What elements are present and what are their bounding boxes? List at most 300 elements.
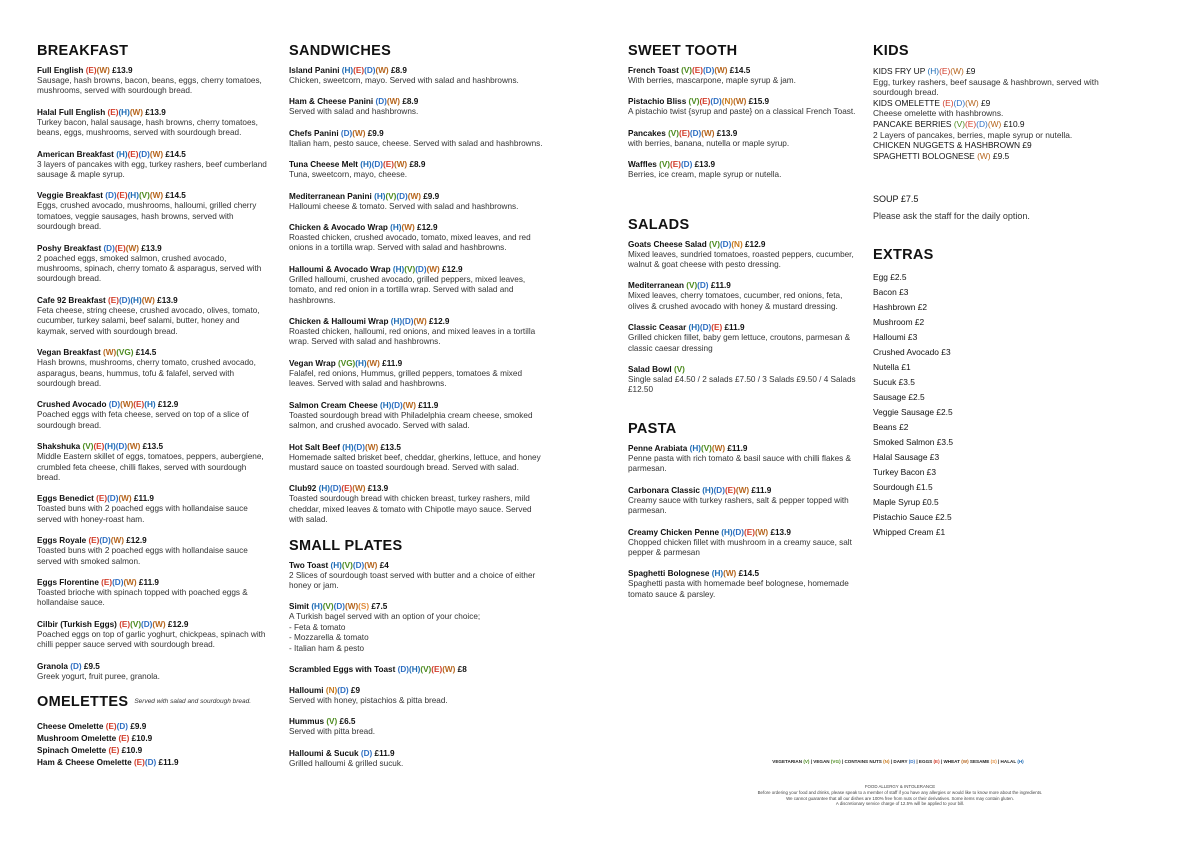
breakfast-title: BREAKFAST — [37, 43, 129, 59]
allergen-tag: (V) — [668, 128, 679, 138]
item-name-line — [289, 484, 544, 494]
allergy-title: FOOD ALLERGY & INTOLERANCE — [864, 784, 936, 789]
item-price: £13.9 — [145, 107, 166, 117]
allergen-tag: (E) — [133, 758, 145, 768]
allergen-tag: (D) — [329, 484, 342, 494]
item-name-line — [873, 98, 1123, 109]
item-price: £14.5 — [738, 569, 760, 579]
allergen-tag: (W) — [110, 536, 124, 546]
item-name: Hummus — [289, 717, 325, 727]
item-desc: Grilled chicken fillet, baby gem lettuce, croutons, parmesan & classic caesar dressing — [628, 333, 851, 353]
item-price: £13.5 — [380, 442, 401, 452]
menu-item — [289, 317, 544, 348]
item-price: £13.5 — [142, 442, 164, 452]
item-desc: Penne pasta with rich tomato & basil sauce with chilli flakes & parmesan. — [628, 453, 851, 474]
menu-item — [37, 296, 269, 337]
item-desc: Mixed leaves, sundried tomatoes, roasted peppers, cucumber, walnut & goat cheese with pesto dressing. — [628, 249, 854, 270]
item-price: £13.9 — [112, 66, 133, 75]
small-plates-section — [289, 537, 544, 770]
allergen-tag: (E) — [127, 149, 139, 159]
menu-item — [628, 97, 858, 117]
item-price: £12.9 — [428, 317, 450, 327]
allergen-tag: (W) — [701, 128, 715, 138]
item-name: Hot Salt Beef — [289, 442, 340, 452]
item-name: French Toast — [628, 66, 679, 75]
item-desc: With berries, mascarpone, maple syrup & jam. — [628, 76, 796, 85]
extra-item: Maple Syrup £0.5 — [873, 497, 939, 508]
allergen-tag: (H) — [342, 442, 354, 452]
item-price: £9.5 — [83, 661, 100, 671]
allergen-tag: (W) — [127, 442, 141, 452]
item-name: Spinach Omelette — [37, 746, 107, 756]
extras-title: EXTRAS — [873, 247, 934, 264]
item-name-line — [37, 733, 269, 745]
allergen-tag: (W) — [352, 128, 366, 138]
item-name: Carbonara Classic — [628, 485, 700, 495]
item-name-line — [289, 561, 544, 571]
allergen-tag: (D) — [141, 619, 153, 629]
item-name: Granola — [37, 661, 68, 671]
allergen-tag: (W) — [118, 494, 132, 504]
item-price: £9.9 — [130, 722, 147, 732]
legend-code: (V) — [803, 759, 810, 764]
allergen-tag: (E) — [939, 66, 951, 76]
menu-item — [873, 119, 1123, 140]
item-name-line — [289, 192, 544, 202]
allergen-tag: (D) — [138, 149, 150, 159]
allergen-tag: (E) — [942, 97, 954, 108]
allergen-tag: (W) — [733, 97, 747, 107]
item-desc: 2 Layers of pancakes, berries, maple syrup or nutella. — [873, 129, 1073, 140]
legend-code: (S) — [990, 759, 997, 764]
item-name: Halal Full English — [37, 107, 106, 117]
allergen-tag: (S) — [358, 602, 370, 612]
item-desc: with berries, banana, nutella or maple syrup. — [628, 138, 790, 148]
extra-item: Sourdough £1.5 — [873, 482, 933, 493]
item-desc: Italian ham, pesto sauce, cheese. Served with salad and hashbrowns. — [289, 138, 543, 148]
item-price: £9.9 — [423, 191, 440, 201]
menu-item — [628, 160, 858, 180]
item-desc: Sausage, hash browns, bacon, beans, eggs, cherry tomatoes, mushrooms, served with sourdough bread. — [37, 76, 262, 96]
item-price: £8.9 — [402, 97, 419, 107]
extras-section — [873, 246, 1123, 540]
menu-item — [289, 749, 544, 769]
legend-label: | CONTAINS NUTS — [840, 759, 884, 764]
item-name: SPAGHETTI BOLOGNESE — [873, 150, 975, 161]
allergen-tag: (H) — [130, 295, 142, 305]
menu-item — [628, 486, 858, 517]
column-3 — [628, 42, 858, 611]
item-name-line — [37, 244, 269, 254]
allergen-tag: (D) — [719, 239, 732, 249]
item-desc: A pistachio twist {syrup and paste} on a classical French Toast. — [628, 107, 856, 117]
item-name-line — [289, 66, 544, 76]
allergen-tag: (V) — [420, 664, 432, 674]
allergen-tag: (D) — [689, 128, 702, 138]
allergen-tag: (H) — [127, 191, 139, 201]
allergen-tag: (H) — [721, 527, 733, 537]
item-name-line — [289, 317, 544, 327]
allergen-tag: (VG) — [116, 348, 134, 358]
extra-item: Bacon £3 — [873, 287, 909, 298]
sandwiches-section — [289, 42, 544, 526]
column-2 — [289, 42, 544, 780]
allergen-tag: (D) — [371, 160, 384, 170]
allergen-tag: (D) — [375, 97, 387, 107]
column-1 — [37, 42, 269, 769]
item-name: Crushed Avocado — [37, 400, 107, 410]
allergen-tag: (E) — [119, 619, 131, 629]
item-name-line — [37, 620, 269, 630]
allergen-tag: (E) — [711, 323, 723, 333]
extras-list — [873, 270, 1123, 540]
item-name: Creamy Chicken Penne — [628, 527, 720, 537]
item-name: Eggs Benedict — [37, 494, 94, 504]
item-name-line — [628, 129, 858, 139]
item-name-line — [289, 665, 544, 675]
allergen-tag: (W) — [120, 400, 134, 410]
menu-item — [628, 281, 858, 312]
allergen-tag: (V) — [688, 97, 700, 107]
allergen-tag: (D) — [397, 664, 409, 674]
extra-item: Whipped Cream £1 — [873, 527, 946, 538]
menu-item — [289, 484, 544, 525]
allergen-tag: (W) — [402, 400, 416, 410]
item-price: £12.9 — [157, 400, 179, 410]
soup-desc: Please ask the staff for the daily option. — [873, 211, 1030, 222]
pasta-list — [628, 444, 858, 600]
breakfast-section — [37, 42, 269, 682]
item-name: Island Panini — [289, 66, 340, 75]
item-desc: Eggs, crushed avocado, mushrooms, halloumi, grilled cherry tomatoes, veggie sausages, hash browns, served with sourdough bread. — [37, 201, 257, 232]
item-name: Ham & Cheese Omelette — [37, 758, 132, 768]
extra-item: Nutella £1 — [873, 362, 911, 373]
allergen-tag: (V) — [709, 239, 720, 249]
menu-item — [37, 733, 269, 745]
item-name: Waffles — [628, 160, 657, 170]
allergen-tag: (E) — [108, 295, 119, 305]
item-price: £10.9 — [131, 734, 153, 744]
allergen-tag: (W) — [141, 295, 155, 305]
item-name-line — [873, 119, 1123, 130]
extra-item: Crushed Avocado £3 — [873, 347, 951, 358]
allergen-tag: (D) — [360, 748, 373, 758]
item-price: £8 — [457, 664, 467, 674]
allergen-tag: (D) — [391, 400, 403, 410]
extra-item: Mushroom £2 — [873, 317, 925, 328]
allergen-tag: (D) — [70, 661, 82, 671]
item-name: Club92 — [289, 484, 317, 494]
legend-label: | EGGS — [915, 759, 934, 764]
allergen-tag: (E) — [88, 536, 100, 546]
item-name-line — [628, 323, 858, 333]
allergen-tag: (H) — [318, 484, 330, 494]
item-price: £7.5 — [371, 602, 388, 612]
allergen-legend — [733, 759, 1063, 765]
item-desc: Single salad £4.50 / 2 salads £7.50 / 3 Salads £9.50 / 4 Salads £12.50 — [628, 375, 856, 395]
column-4 — [873, 42, 1123, 540]
allergen-tag: (V) — [673, 365, 685, 375]
allergen-tag: (E) — [85, 66, 97, 75]
item-name-line — [37, 494, 269, 504]
item-desc: Greek yogurt, fruit puree, granola. — [37, 671, 160, 681]
item-name: Scrambled Eggs with Toast — [289, 664, 396, 674]
allergen-tag: (E) — [107, 107, 119, 117]
allergen-tag: (V) — [686, 281, 698, 291]
allergen-tag: (E) — [699, 97, 711, 107]
item-name-line — [289, 160, 544, 170]
item-desc: Feta cheese, string cheese, crushed avocado, olives, tomato, cucumber, turkey salami, beef salami, butter, honey and kaymak, served with sourdough bread. — [37, 305, 260, 336]
allergen-tag: (H) — [392, 264, 405, 274]
allergen-tag: (E) — [744, 527, 755, 537]
allergen-tag: (E) — [101, 577, 113, 587]
allergen-tag: (W) — [125, 243, 139, 253]
kids-list — [873, 66, 1123, 161]
allergen-tag: (V) — [385, 191, 397, 201]
menu-item — [289, 265, 544, 306]
item-price: £13.9 — [157, 295, 178, 305]
item-price: £11.9 — [158, 758, 179, 768]
item-name-line — [289, 97, 544, 107]
allergen-tag: (H) — [711, 569, 724, 579]
extra-item: Pistachio Sauce £2.5 — [873, 512, 952, 523]
item-desc: Served with honey, pistachios & pitta bread. — [289, 695, 448, 705]
allergen-tag: (N) — [731, 239, 743, 249]
item-desc: Tuna, sweetcorn, mayo, cheese. — [289, 170, 408, 180]
item-price: £13.9 — [367, 484, 389, 494]
item-desc: Turkey bacon, halal sausage, hash browns, cherry tomatoes, beans, eggs, mushrooms, served with sourdough bread. — [37, 117, 258, 138]
item-name: KIDS FRY UP — [873, 66, 926, 76]
item-desc: Berries, ice cream, maple syrup or nutella. — [628, 170, 782, 180]
item-name-line — [289, 401, 544, 411]
allergen-tag: (E) — [431, 664, 443, 674]
allergen-tag: (W) — [375, 66, 389, 75]
menu-item — [37, 620, 269, 651]
item-name: Cafe 92 Breakfast — [37, 295, 106, 305]
allergen-tag: (D) — [337, 685, 349, 695]
item-name-line — [37, 442, 269, 452]
allergen-tag: (E) — [965, 118, 977, 129]
item-price: £13.9 — [716, 128, 738, 138]
item-price: £14.5 — [729, 66, 751, 75]
allergen-tag: (H) — [330, 560, 342, 570]
item-desc: Toasted buns with 2 poached eggs with hollandaise sauce served with honey-roast ham. — [37, 504, 248, 524]
allergen-tag: (V) — [700, 443, 712, 453]
extra-item: Sausage £2.5 — [873, 392, 925, 403]
allergen-tag: (H) — [311, 602, 323, 612]
item-desc: Toasted brioche with spinach topped with poached eggs & hollandaise sauce. — [37, 587, 248, 608]
item-name: Halloumi & Sucuk — [289, 748, 359, 758]
item-name: Cheese Omelette — [37, 722, 104, 732]
menu-item — [628, 569, 858, 600]
menu-item — [873, 140, 1123, 151]
allergen-tag: (W) — [442, 664, 456, 674]
allergen-tag: (H) — [408, 664, 421, 674]
menu-item — [37, 66, 269, 97]
allergen-tag: (D) — [107, 494, 119, 504]
allergen-tag: (W) — [149, 149, 164, 159]
menu-item — [37, 348, 269, 389]
item-name-line — [37, 721, 269, 733]
allergen-tag: (E) — [670, 160, 681, 170]
sandwiches-list — [289, 66, 544, 526]
allergen-tag: (D) — [112, 577, 124, 587]
item-name-line — [289, 749, 544, 759]
allergen-tag: (W) — [987, 118, 1002, 129]
allergen-tag: (N) — [325, 685, 338, 695]
menu-item — [873, 98, 1123, 119]
legend-label: | VEGAN — [809, 759, 831, 764]
allergen-tag: (W) — [977, 150, 991, 161]
menu-item — [628, 323, 858, 354]
item-name: Classic Ceasar — [628, 323, 687, 333]
item-name-line — [628, 240, 858, 250]
item-name: Vegan Breakfast — [37, 348, 101, 358]
menu-item — [289, 359, 544, 390]
allergen-tag: (W) — [950, 66, 964, 76]
item-desc: Served with pitta bread. — [289, 727, 376, 737]
item-desc: Creamy sauce with turkey rashers, salt & pepper topped with parmesan. — [628, 495, 849, 516]
item-desc: A Turkish bagel served with an option of your choice; - Feta & tomato - Mozzarella & tomato - Italian ham & pesto — [289, 612, 481, 653]
item-name: American Breakfast — [37, 149, 114, 159]
item-name-line — [37, 400, 269, 410]
item-desc: Chicken, sweetcorn, mayo. Served with salad and hashbrowns. — [289, 76, 519, 85]
allergen-tag: (W) — [149, 191, 164, 201]
item-name-line — [37, 296, 269, 306]
allergen-tag: (H) — [927, 66, 940, 76]
allergen-tag: (D) — [710, 97, 722, 107]
allergen-tag: (D) — [108, 400, 121, 410]
extra-item: Halloumi £3 — [873, 332, 918, 343]
allergen-tag: (E) — [133, 400, 145, 410]
allergen-tag: (W) — [103, 348, 117, 358]
allergen-tag: (H) — [341, 66, 354, 75]
allergen-tag: (E) — [108, 746, 120, 756]
menu-item — [289, 561, 544, 592]
item-name-line — [289, 443, 544, 453]
item-name: Tuna Cheese Melt — [289, 160, 359, 170]
allergen-tag: (W) — [352, 484, 366, 494]
allergen-tag: (D) — [364, 66, 376, 75]
item-name-line — [628, 486, 858, 496]
extra-item: Veggie Sausage £2.5 — [873, 407, 953, 418]
menu-item — [37, 662, 269, 682]
item-price: £8.9 — [390, 66, 407, 75]
item-price: £11.9 — [751, 485, 772, 495]
item-name-line — [628, 160, 858, 170]
item-name-line — [37, 66, 269, 76]
allergen-tag: (D) — [103, 243, 115, 253]
allergen-tag: (W) — [152, 619, 166, 629]
item-name-line — [37, 745, 269, 757]
item-name-line — [628, 569, 858, 579]
pasta-section — [628, 420, 858, 600]
item-name: Chefs Panini — [289, 128, 339, 138]
menu-item — [873, 151, 1123, 162]
menu-item — [289, 665, 544, 675]
item-price: £13.9 — [770, 527, 791, 537]
sweet-tooth-section — [628, 42, 858, 181]
allergen-tag: (H) — [380, 400, 392, 410]
item-price: £8.9 — [409, 160, 426, 170]
menu-item — [37, 442, 269, 483]
item-price: £13.9 — [141, 243, 162, 253]
allergen-tag: (W) — [393, 160, 408, 170]
omelettes-title: OMELETTES — [37, 694, 129, 710]
item-price: £12.9 — [126, 536, 147, 546]
item-name: Veggie Breakfast — [37, 191, 103, 201]
item-price: £12.9 — [167, 619, 189, 629]
allergen-tag: (V) — [326, 717, 338, 727]
breakfast-list — [37, 66, 269, 682]
salads-section — [628, 216, 858, 396]
item-name-line — [289, 717, 544, 727]
item-name: Halloumi & Avocado Wrap — [289, 264, 391, 274]
allergen-tag: (D) — [680, 160, 693, 170]
item-price: £10.9 — [1003, 118, 1025, 129]
allergen-tag: (W) — [366, 358, 380, 368]
extra-item: Egg £2.5 — [873, 272, 907, 283]
allergen-tag: (D) — [105, 191, 117, 201]
item-price: £11.9 — [382, 358, 403, 368]
allergen-tag: (E) — [96, 494, 108, 504]
item-name-line — [289, 602, 544, 612]
allergen-tag: (W) — [711, 443, 726, 453]
item-name-line — [873, 151, 1123, 162]
item-desc: 2 Slices of sourdough toast served with butter and a choice of either honey or jam. — [289, 570, 536, 590]
item-price: £11.9 — [138, 577, 159, 587]
item-name-line — [37, 348, 269, 358]
item-name: Shakshuka — [37, 442, 81, 452]
item-name-line — [289, 265, 544, 275]
item-desc: Grilled halloumi & grilled sucuk. — [289, 758, 404, 768]
sandwiches-title: SANDWICHES — [289, 43, 392, 59]
soup-section — [873, 194, 1123, 222]
menu-item — [628, 365, 858, 396]
menu-item — [37, 191, 269, 232]
allergen-tag: (W) — [965, 97, 979, 108]
allergen-tag: (D) — [702, 66, 715, 75]
item-desc: Toasted sourdough bread with Philadelphia cream cheese, smoked salmon, and crushed avocado. Served with salad. — [289, 410, 533, 431]
omelettes-list — [37, 721, 269, 769]
soup-title: SOUP £7.5 — [873, 194, 919, 205]
allergen-tag: (W) — [344, 602, 359, 612]
item-name: KIDS OMELETTE — [873, 97, 941, 108]
allergen-tag: (E) — [724, 485, 736, 495]
item-name: Spaghetti Bolognese — [628, 569, 710, 579]
item-name: Mushroom Omelette — [37, 734, 117, 744]
kids-title: KIDS — [873, 43, 909, 59]
menu-item — [37, 400, 269, 431]
allergen-tag: (E) — [114, 243, 126, 253]
small-plates-list — [289, 561, 544, 770]
menu-item — [289, 717, 544, 737]
item-name: Simit — [289, 602, 310, 612]
allergen-tag: (D) — [118, 295, 131, 305]
legend-code: (E) — [933, 759, 940, 764]
item-price: £11.9 — [374, 748, 395, 758]
item-desc: Homemade salted brisket beef, cheddar, gherkins, lettuce, and honey mustard sauce on toasted sourdough bread. Served with salad. — [289, 452, 541, 472]
allergen-tag: (V) — [404, 264, 416, 274]
allergen-tag: (W) — [364, 442, 379, 452]
item-name-line — [873, 66, 1123, 77]
item-name: CHICKEN NUGGETS & HASHBROWN — [873, 140, 1021, 151]
menu-item — [37, 494, 269, 525]
menu-item — [289, 401, 544, 432]
item-name: Two Toast — [289, 560, 329, 570]
item-name-line — [37, 150, 269, 160]
allergen-tag: (W) — [714, 66, 728, 75]
